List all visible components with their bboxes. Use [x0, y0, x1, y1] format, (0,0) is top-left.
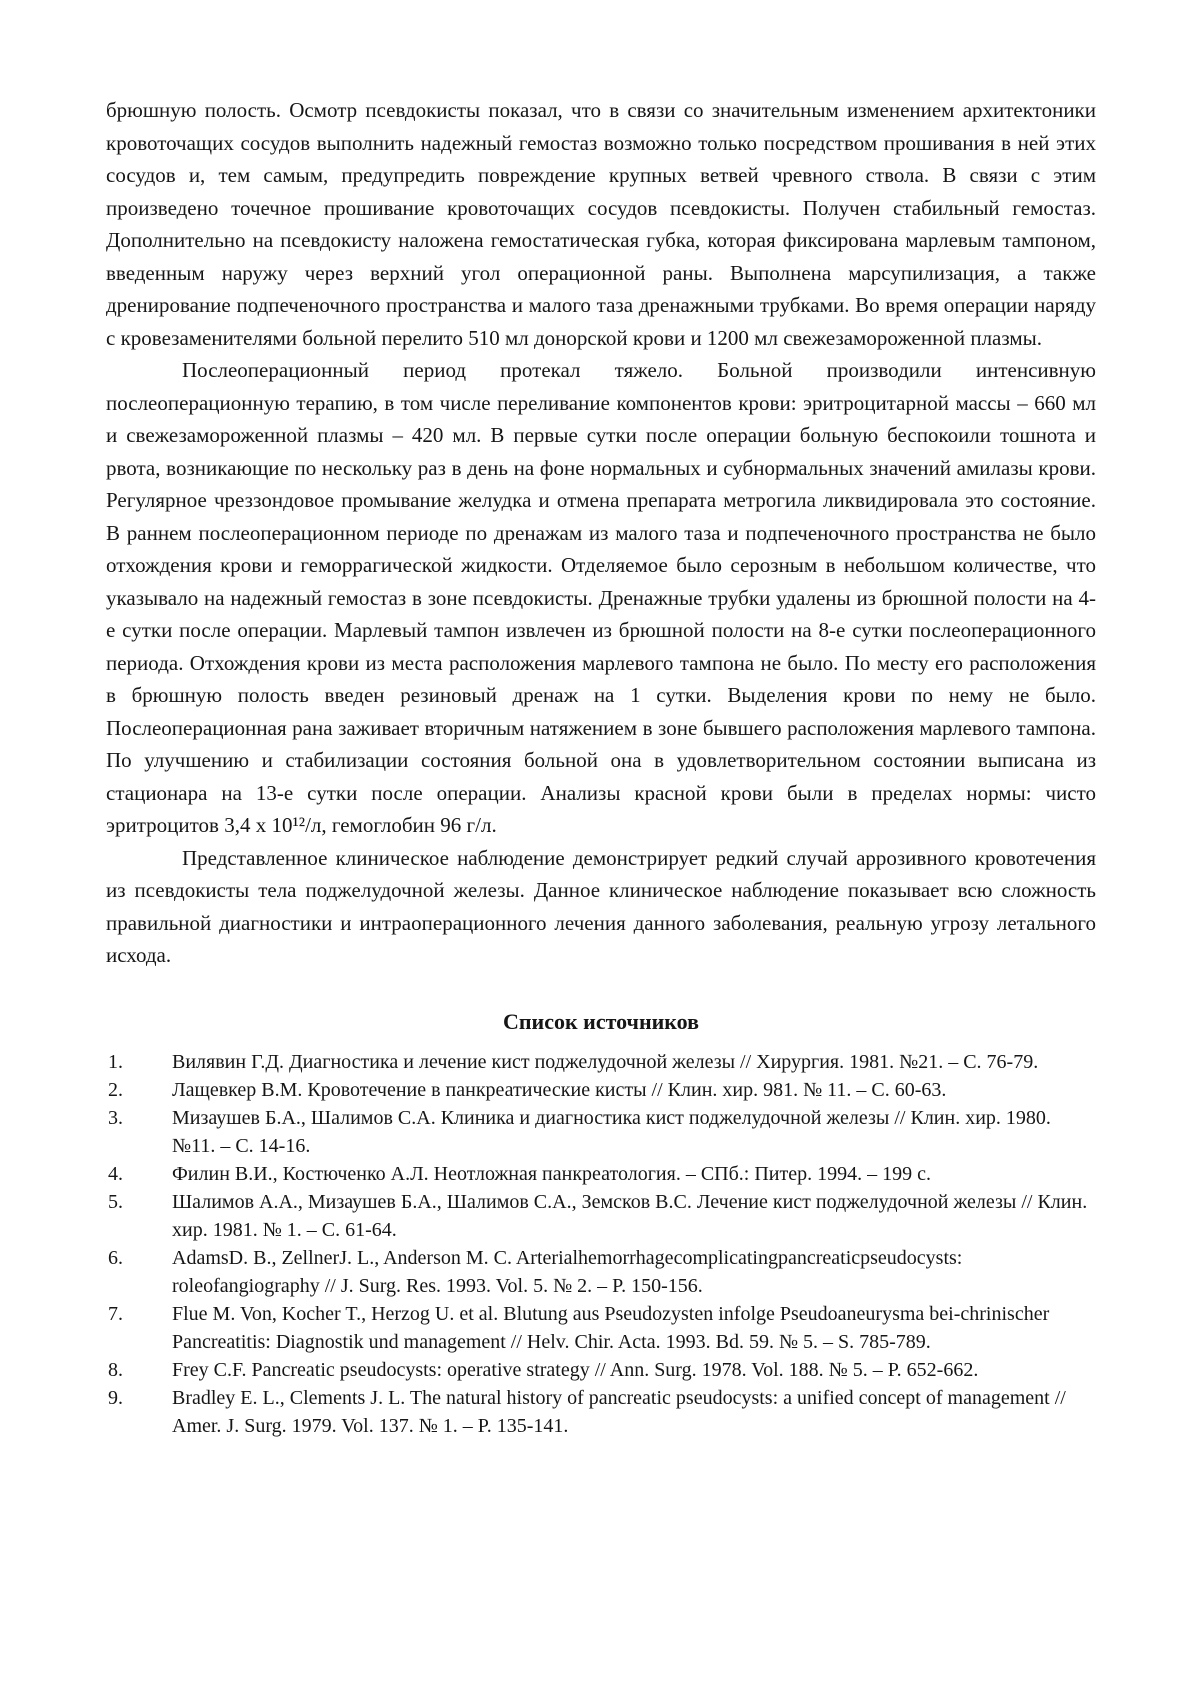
reference-text: Филин В.И., Костюченко А.Л. Неотложная панкреатология. – СПб.: Питер. 1994. – 199 с.	[172, 1162, 931, 1185]
reference-number: 4.	[108, 1162, 123, 1185]
reference-text: AdamsD. B., ZellnerJ. L., Anderson M. C. Arterialhemorrhagecomplicatingpancreaticpseudocysts: roleofangiography // J. Surg. Res. 1993. Vol. 5. № 2. – P. 150-156.	[172, 1246, 963, 1297]
reference-number: 6.	[108, 1246, 123, 1269]
reference-number: 2.	[108, 1078, 123, 1101]
reference-number: 3.	[108, 1106, 123, 1129]
reference-text: Flue M. Von, Kocher T., Herzog U. et al. Blutung aus Pseudozysten infolge Pseudoaneurysma bei-chrinischer Pancreatitis: Diagnostik und management // Helv. Chir. Acta. 1993. Bd. 59. № 5. – S. 785-789.	[172, 1302, 1050, 1353]
reference-number: 1.	[108, 1050, 123, 1073]
reference-text: Bradley E. L., Clements J. L. The natural history of pancreatic pseudocysts: a unified concept of management // Amer. J. Surg. 1979. Vol. 137. № 1. – P. 135-141.	[172, 1386, 1066, 1437]
reference-item	[106, 1188, 1096, 1244]
references-heading: Список источников	[502, 1008, 700, 1034]
reference-item	[106, 1384, 1096, 1440]
reference-text: Вилявин Г.Д. Диагностика и лечение кист поджелудочной железы // Хирургия. 1981. №21. – С. 76-79.	[172, 1050, 1039, 1073]
reference-number: 8.	[108, 1358, 123, 1381]
reference-text: Frey C.F. Pancreatic pseudocysts: operative strategy // Ann. Surg. 1978. Vol. 188. № 5. – P. 652-662.	[172, 1358, 979, 1381]
reference-text: Лащевкер В.М. Кровотечение в панкреатические кисты // Клин. хир. 981. № 11. – С. 60-63.	[172, 1078, 947, 1101]
reference-number: 9.	[108, 1386, 123, 1409]
body-text-block	[106, 94, 1096, 972]
reference-number: 7.	[108, 1302, 123, 1325]
reference-item	[106, 1300, 1096, 1356]
reference-text: Шалимов А.А., Мизаушев Б.А., Шалимов С.А., Земсков В.С. Лечение кист поджелудочной железы // Клин. хир. 1981. № 1. – С. 61-64.	[172, 1190, 1088, 1241]
reference-item	[106, 1356, 1096, 1384]
body-paragraph-1: брюшную полость. Осмотр псевдокисты показал, что в связи со значительным изменением архитектоники кровоточащих сосудов выполнить надежный гемостаз возможно только посредством прошивания в ней этих сосудов и, тем самым, предупредить повреждение крупных ветвей чревного ствола. В связи с этим произведено точечное прошивание кровоточащих сосудов псевдокисты. Получен стабильный гемостаз. Дополнительно на псевдокисту наложена гемостатическая губка, которая фиксирована марлевым тампоном, введенным наружу через верхний угол операционной раны. Выполнена марсупилизация, а также дренирование подпеченочного пространства и малого таза дренажными трубками. Во время операции наряду с кровезаменителями больной перелито 510 мл донорской крови и 1200 мл свежезамороженной плазмы.	[106, 98, 1096, 350]
body-paragraph-3: Представленное клиническое наблюдение демонстрирует редкий случай аррозивного кровотечения из псевдокисты тела поджелудочной железы. Данное клиническое наблюдение показывает всю сложность правильной диагностики и интраоперационного лечения данного заболевания, реальную угрозу летального исхода.	[106, 845, 1096, 967]
reference-item	[106, 1076, 1096, 1104]
references-list	[106, 1048, 1096, 1440]
reference-item	[106, 1104, 1096, 1160]
body-paragraph-2: Послеоперационный период протекал тяжело. Больной производили интенсивную послеоперационную терапию, в том числе переливание компонентов крови: эритроцитарной массы – 660 мл и свежезамороженной плазмы – 420 мл. В первые сутки после операции больную беспокоили тошнота и рвота, возникающие по нескольку раз в день на фоне нормальных и субнормальных значений амилазы крови. Регулярное чреззондовое промывание желудка и отмена препарата метрогила ликвидировала это состояние. В раннем послеоперационном периоде по дренажам из малого таза и подпеченочного пространства не было отхождения крови и геморрагической жидкости. Отделяемое было серозным в небольшом количестве, что указывало на надежный гемостаз в зоне псевдокисты. Дренажные трубки удалены из брюшной полости на 4-е сутки после операции. Марлевый тампон извлечен из брюшной полости на 8-е сутки послеоперационного периода. Отхождения крови из места расположения марлевого тампона не было. По месту его расположения в брюшную полость введен резиновый дренаж на 1 сутки. Выделения крови по нему не было. Послеоперационная рана заживает вторичным натяжением в зоне бывшего расположения марлевого тампона. По улучшению и стабилизации состояния больной она в удовлетворительном состоянии выписана из стационара на 13-е сутки после операции. Анализы красной крови были в пределах нормы: чисто эритроцитов 3,4 x 10¹²/л, гемоглобин 96 г/л.	[106, 358, 1096, 837]
reference-item	[106, 1160, 1096, 1188]
reference-text: Мизаушев Б.А., Шалимов С.А. Клиника и диагностика кист поджелудочной железы // Клин. хир. 1980. №11. – С. 14-16.	[172, 1106, 1051, 1157]
page-content	[106, 94, 1096, 1440]
reference-item	[106, 1048, 1096, 1076]
reference-number: 5.	[108, 1190, 123, 1213]
reference-item	[106, 1244, 1096, 1300]
